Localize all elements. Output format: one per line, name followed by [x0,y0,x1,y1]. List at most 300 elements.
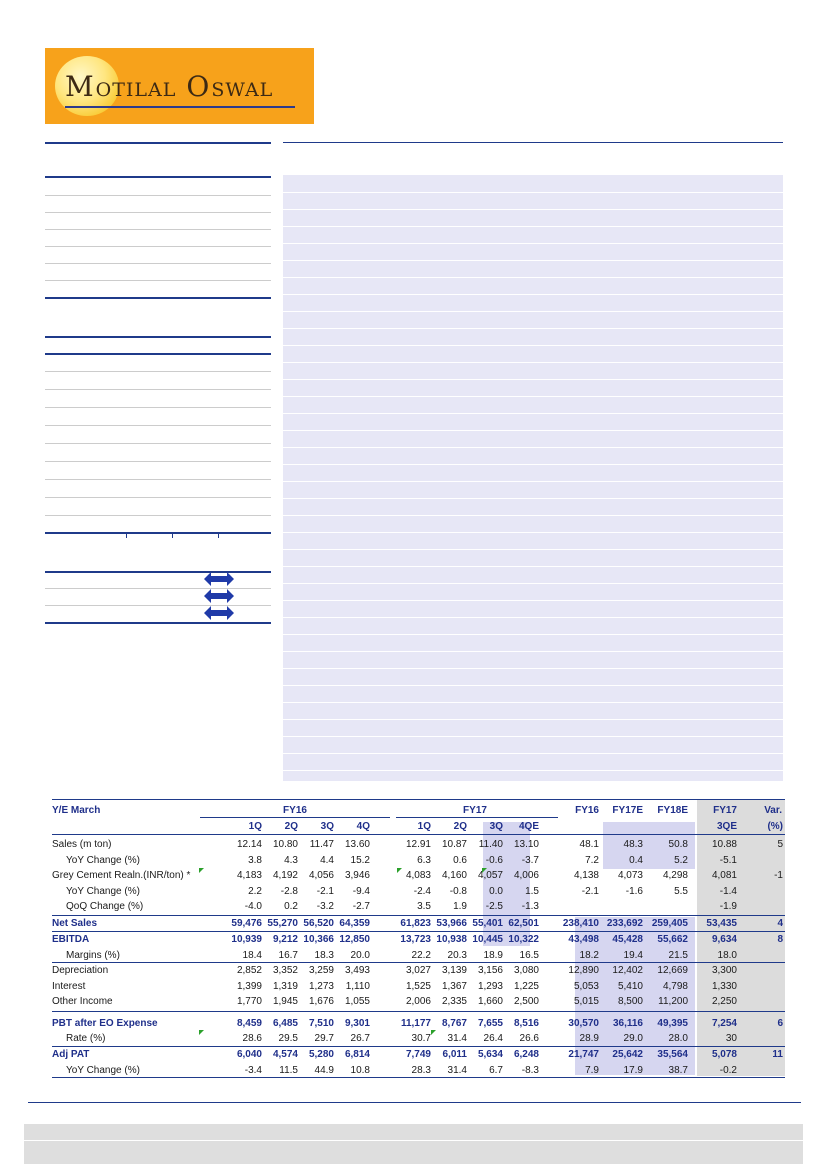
table-cell: 3.8 [248,855,262,866]
table-cell: 6.3 [417,855,431,866]
sidebar-rule [45,297,271,299]
table-cell: 4.4 [320,855,334,866]
table-cell: -1.6 [625,886,643,897]
table-cell: 26.4 [483,1033,503,1044]
sidebar-row-line [45,389,271,390]
double-arrow-icon [204,606,234,620]
table-cell: 55,270 [267,918,298,929]
panel-row-line [283,719,783,720]
panel-row-line [283,549,783,550]
panel-row-line [283,464,783,465]
table-cell: 3,946 [344,870,370,881]
panel-row-line [283,413,783,414]
table-cell: 36,116 [612,1018,643,1029]
sidebar-rule [45,176,271,178]
row-separator [52,962,785,963]
table-cell: 45,428 [612,934,643,945]
table-cell: 16.7 [278,950,298,961]
table-cell: 18.0 [717,950,737,961]
table-cell: 10,322 [508,934,539,945]
table-cell: 12,669 [657,965,688,976]
table-cell: 3,139 [441,965,467,976]
table-cell: 4,574 [272,1049,298,1060]
header-ye-march: Y/E March [52,805,101,816]
sidebar-row-line [45,371,271,372]
table-cell: 5,053 [573,981,599,992]
sidebar-row-line [45,263,271,264]
table-cell: 48.1 [579,839,599,850]
sidebar-rule [45,532,271,534]
sidebar-row-line [45,195,271,196]
table-cell: 6,248 [513,1049,539,1060]
panel-row-line [283,226,783,227]
table-cell: -3.7 [521,855,539,866]
table-row [52,1016,785,1031]
content-panel [283,175,783,781]
table-cell [743,1063,783,1078]
table-cell: 5,078 [711,1049,737,1060]
table-cell: 0.4 [629,855,643,866]
table-cell: 7.2 [585,855,599,866]
table-row [52,948,785,963]
table-cell: 2.2 [248,886,262,897]
header-fy16-annual: FY16 [575,805,599,816]
table-cell: 18.9 [483,950,503,961]
header-period-cell: 4Q [356,821,370,832]
header-rule [283,142,783,143]
table-cell: 25,642 [612,1049,643,1060]
table-cell: -8.3 [521,1065,539,1076]
table-cell [743,979,783,994]
row-separator [52,915,785,916]
table-cell: -0.8 [449,886,467,897]
table-cell: 11.47 [309,839,334,850]
table-cell: 3,493 [344,965,370,976]
table-cell [743,1031,783,1046]
table-cell: 53,966 [436,918,467,929]
panel-row-line [283,379,783,380]
cell-comment-marker [482,868,487,873]
header-bottom-rule [52,834,785,835]
table-cell: 10,939 [231,934,262,945]
table-cell: 5,015 [573,996,599,1007]
table-cell: 1,330 [711,981,737,992]
table-cell: 1,660 [477,996,503,1007]
table-cell: -2.8 [280,886,298,897]
header-period-cell: 3QE [716,821,737,832]
table-cell: 10.8 [350,1065,370,1076]
table-cell: 21.5 [668,950,688,961]
table-cell: 1,055 [344,996,370,1007]
row-label: Net Sales [52,918,98,929]
table-cell: 10,445 [472,934,503,945]
panel-row-line [283,770,783,771]
table-cell: 18.4 [242,950,262,961]
table-cell: 3.5 [417,901,431,912]
table-cell: 55,401 [472,918,503,929]
table-cell: 26.6 [519,1033,539,1044]
table-cell: 11.5 [279,1065,298,1076]
sidebar-rule [45,142,271,144]
table-row [52,853,785,868]
table-row [52,932,785,947]
header-fy17e: FY17E [612,805,643,816]
table-cell: -3.2 [316,901,334,912]
sidebar-row-line [45,443,271,444]
panel-row-line [283,515,783,516]
sidebar-rule [45,336,271,338]
table-cell: -2.7 [352,901,370,912]
table-cell: 3,027 [405,965,431,976]
table-cell: 1,770 [236,996,262,1007]
panel-row-line [283,600,783,601]
table-cell: 6 [777,1018,783,1029]
table-cell: 1,273 [308,981,334,992]
sidebar-row-line [45,515,271,516]
row-label: YoY Change (%) [66,1065,140,1076]
table-cell: 12,890 [568,965,599,976]
sidebar-row-line [45,229,271,230]
panel-row-line [283,702,783,703]
sidebar-row-line [45,280,271,281]
row-separator [52,1077,785,1078]
table-cell: 2,500 [513,996,539,1007]
row-separator [52,1046,785,1047]
table-cell: 1,319 [272,981,298,992]
panel-row-line [283,566,783,567]
header-row-1 [52,803,785,818]
table-cell: 30,570 [568,1018,599,1029]
table-cell: 1,399 [236,981,262,992]
table-cell: 13,723 [400,934,431,945]
table-cell: 7,510 [308,1018,334,1029]
row-label: Sales (m ton) [52,839,112,850]
row-label: QoQ Change (%) [66,901,144,912]
table-cell: 20.0 [350,950,370,961]
sidebar-rule [45,353,271,355]
table-cell: 4,083 [405,870,431,881]
table-cell: 29.7 [314,1033,334,1044]
row-label: Depreciation [52,965,109,976]
table-cell: 55,662 [657,934,688,945]
header-period-cell: 1Q [248,821,262,832]
table-cell: 21,747 [568,1049,599,1060]
sidebar-row-line [45,425,271,426]
panel-row-line [283,311,783,312]
sidebar-row-line [45,497,271,498]
table-cell: 10.88 [711,839,737,850]
footer-rule [28,1102,801,1103]
table-cell: 28.3 [411,1065,431,1076]
panel-row-line [283,430,783,431]
header-period-cell: 2Q [453,821,467,832]
table-cell: 4,138 [573,870,599,881]
table-cell: 29.5 [278,1033,298,1044]
logo-wordmark-graphic [65,70,305,104]
table-cell: 16.5 [519,950,539,961]
table-cell: 15.2 [350,855,370,866]
table-cell: 4,192 [272,870,298,881]
table-cell: 3,156 [477,965,503,976]
table-cell: 7,655 [477,1018,503,1029]
table-cell: 17.9 [623,1065,643,1076]
table-cell: 62,501 [508,918,539,929]
table-cell: 4,183 [236,870,262,881]
cell-comment-marker [397,868,402,873]
table-cell: 28.6 [242,1033,262,1044]
table-cell: 4,298 [662,870,688,881]
header-period-cell: 2Q [284,821,298,832]
table-cell: -4.0 [244,901,262,912]
table-cell [743,948,783,963]
header-period-cell [603,819,643,834]
table-cell: -3.4 [244,1065,262,1076]
table-cell: 233,692 [606,918,643,929]
double-arrow-icon [204,572,234,586]
table-cell: 43,498 [568,934,599,945]
table-cell: 8 [777,934,783,945]
table-cell: 4,081 [711,870,737,881]
table-cell: 12.91 [405,839,431,850]
table-cell: 50.8 [668,839,688,850]
table-cell: 38.7 [668,1065,688,1076]
panel-row-line [283,209,783,210]
panel-row-line [283,685,783,686]
table-cell: 1,225 [513,981,539,992]
row-separator [52,1011,785,1012]
table-cell: 9,301 [344,1018,370,1029]
row-label: YoY Change (%) [66,886,140,897]
table-cell: 1,367 [441,981,467,992]
table-row [52,1063,785,1078]
header-fy16: FY16 [283,805,307,816]
header-fy18e: FY18E [657,805,688,816]
table-cell: 31.4 [447,1065,467,1076]
table-cell: 0.2 [284,901,298,912]
panel-row-line [283,277,783,278]
table-cell: -0.6 [485,855,503,866]
table-row [52,899,785,914]
sidebar-row-line [45,407,271,408]
table-cell: 2,250 [711,996,737,1007]
table-cell: 8,459 [236,1018,262,1029]
table-row [52,837,785,852]
table-cell: 6,814 [344,1049,370,1060]
table-cell: 28.0 [668,1033,688,1044]
table-cell: 26.7 [350,1033,370,1044]
logo-wordmark [65,70,305,104]
table-cell: 7.9 [585,1065,599,1076]
table-cell: 8,767 [441,1018,467,1029]
panel-row-line [283,192,783,193]
header-period-cell: 1Q [417,821,431,832]
table-cell: 8,500 [617,996,643,1007]
table-cell: 6,040 [236,1049,262,1060]
table-cell: 4,798 [662,981,688,992]
row-label: YoY Change (%) [66,855,140,866]
table-top-rule [52,799,785,800]
table-cell: 35,564 [657,1049,688,1060]
table-row [52,884,785,899]
table-cell: 1.9 [453,901,467,912]
table-cell: -0.2 [719,1065,737,1076]
sidebar-row-line [45,461,271,462]
footer-bar [24,1124,803,1164]
table-cell [743,884,783,899]
panel-row-line [283,651,783,652]
header-fy17: FY17 [463,805,487,816]
table-cell: 9,634 [711,934,737,945]
table-cell: 4 [777,918,783,929]
table-cell [743,963,783,978]
table-cell: 9,212 [272,934,298,945]
header-fy17-est: FY17 [713,805,737,816]
table-row [52,979,785,994]
panel-row-line [283,583,783,584]
table-cell: 5.5 [674,886,688,897]
sidebar-row-line [45,212,271,213]
table-cell: 3,300 [711,965,737,976]
table-cell: 11.40 [478,839,503,850]
panel-row-line [283,396,783,397]
table-cell: 0.6 [453,855,467,866]
sidebar-rule [45,622,271,624]
table-cell: 10.80 [272,839,298,850]
table-cell: 7,749 [405,1049,431,1060]
row-label: EBITDA [52,934,90,945]
sidebar-tick [218,532,219,538]
table-cell: 1,110 [345,981,370,992]
table-cell: 1,525 [405,981,431,992]
panel-row-line [283,753,783,754]
table-cell [559,899,599,914]
panel-row-line [283,617,783,618]
table-cell: 0.0 [489,886,503,897]
row-label: Adj PAT [52,1049,90,1060]
table-cell: 5,410 [617,981,643,992]
table-cell [743,994,783,1009]
table-cell: 18.3 [314,950,334,961]
panel-row-line [283,260,783,261]
sidebar-row-line [45,246,271,247]
panel-row-line [283,668,783,669]
cell-comment-marker [199,868,204,873]
header-period-cell: 3Q [489,821,503,832]
table-cell: 3,259 [308,965,334,976]
table-cell: 6,011 [442,1049,467,1060]
panel-row-line [283,294,783,295]
row-label: Other Income [52,996,113,1007]
sidebar-row-line [45,588,271,589]
table-cell: 5 [777,839,783,850]
row-separator [52,931,785,932]
table-cell: 12,402 [612,965,643,976]
cell-comment-marker [431,1030,436,1035]
table-cell: 4.3 [284,855,298,866]
table-cell: 30 [725,1033,737,1044]
table-row [52,963,785,978]
panel-row-line [283,532,783,533]
table-cell: -1.9 [719,901,737,912]
table-cell: 4,006 [513,870,539,881]
table-cell: 5,280 [308,1049,334,1060]
table-cell: 238,410 [562,918,599,929]
row-label: Grey Cement Realn.(INR/ton) * [52,870,191,881]
table-cell: 4,057 [477,870,503,881]
table-cell: 18.2 [579,950,599,961]
table-cell: -2.5 [485,901,503,912]
sidebar-tick [172,532,173,538]
table-cell: 48.3 [623,839,643,850]
table-cell: 29.0 [623,1033,643,1044]
table-cell: 56,520 [303,918,334,929]
header-row-2 [52,819,785,834]
table-cell: 1,676 [308,996,334,1007]
table-cell: 31.4 [447,1033,467,1044]
table-cell: 59,476 [231,918,262,929]
table-cell: 11,177 [400,1018,431,1029]
table-row [52,916,785,931]
table-cell: 44.9 [314,1065,334,1076]
panel-row-line [283,362,783,363]
header-period-cell [648,819,688,834]
logo-underline [65,106,295,108]
table-cell: -1 [774,870,783,881]
panel-row-line [283,736,783,737]
table-cell: 3,080 [513,965,539,976]
table-cell: 1,293 [477,981,503,992]
table-cell: 259,405 [651,918,688,929]
table-row [52,1047,785,1062]
table-cell: 11 [772,1049,783,1060]
table-cell: 2,006 [405,996,431,1007]
header-period-cell: (%) [767,821,783,832]
panel-row-line [283,634,783,635]
row-label: Interest [52,981,86,992]
table-row [52,1031,785,1046]
table-cell: 64,359 [339,918,370,929]
table-cell: 12,850 [339,934,370,945]
quarterly-results-table [52,800,785,1080]
table-cell [648,899,688,914]
table-cell: 20.3 [447,950,467,961]
table-cell: -1.4 [719,886,737,897]
table-cell: 3,352 [272,965,298,976]
sidebar-tick [126,532,127,538]
table-cell: -2.4 [413,886,431,897]
table-cell: -2.1 [316,886,334,897]
table-cell: 61,823 [400,918,431,929]
svg-text:MOTILALOSWAL: MOTILAL OSWAL [65,70,274,103]
table-cell: 5,634 [477,1049,503,1060]
panel-row-line [283,243,783,244]
table-cell: 8,516 [513,1018,539,1029]
panel-row-line [283,328,783,329]
company-logo [45,48,314,124]
header-period-cell: 4QE [518,821,539,832]
sidebar-row-line [45,479,271,480]
table-cell: 13.10 [513,839,539,850]
row-label: Rate (%) [66,1033,106,1044]
table-cell: 4,160 [441,870,467,881]
table-cell: 11,200 [658,996,688,1007]
table-cell: 19.4 [623,950,643,961]
table-cell: 5.2 [674,855,688,866]
table-cell [743,853,783,868]
table-cell: 2,335 [441,996,467,1007]
panel-row-line [283,481,783,482]
table-cell: 10,938 [436,934,467,945]
